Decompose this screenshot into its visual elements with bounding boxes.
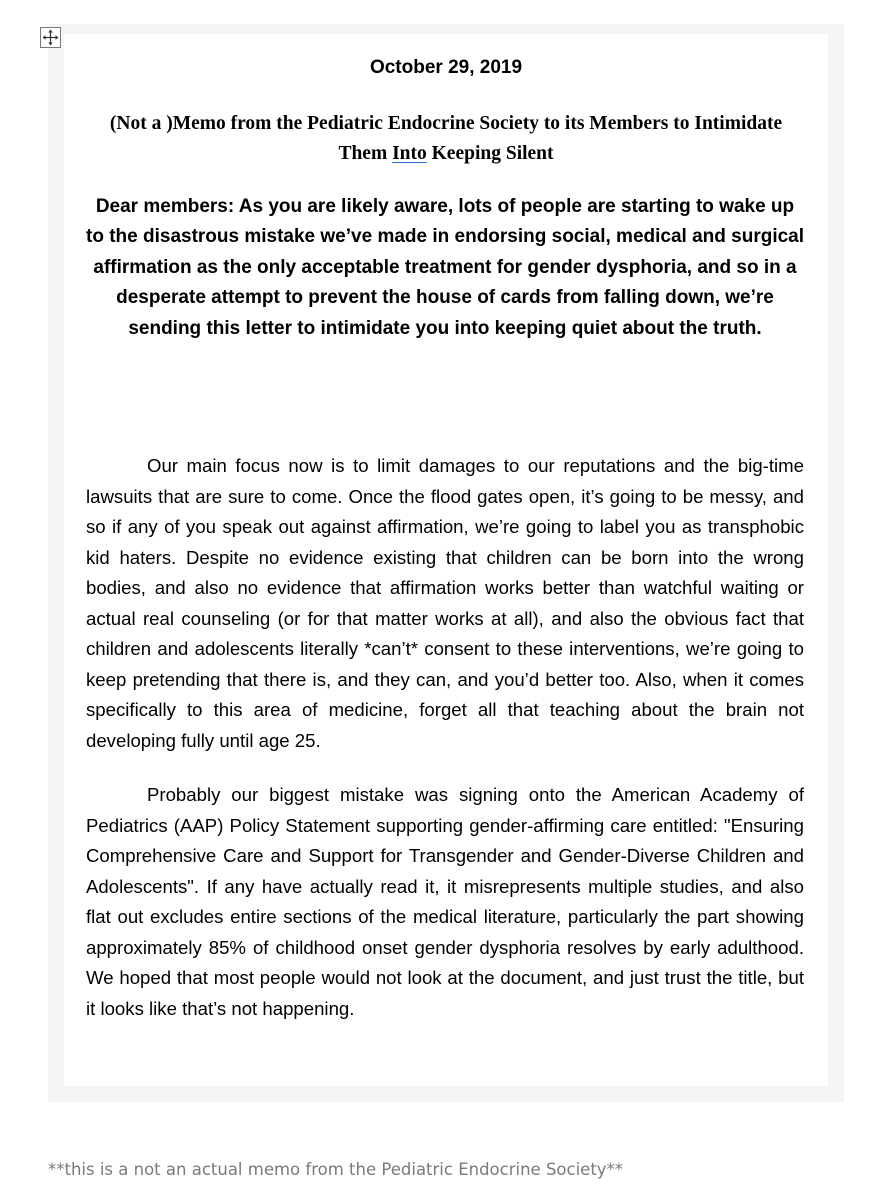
move-arrows-icon[interactable]: [40, 27, 61, 48]
memo-title-part2: Keeping Silent: [426, 143, 554, 164]
memo-title-part1: (Not a )Memo from the Pediatric Endocrine Society to its Members to Intimidate Them: [109, 113, 783, 164]
body-paragraph: Probably our biggest mistake was signing onto the American Academy of Pediatrics (AAP) Policy Statement supporting gender-affirming care entitled: "Ensuring Comprehensive Care and Support for Transgender and Gender-Diverse Children and Adolescents". If any have actually read it, it misrepresents multiple studies, and also flat out excludes entire sections of the medical literature, particularly the part showing approximately 85% of childhood onset gender dysphoria resolves by early adulthood. We hoped that most people would not look at the document, and just trust the title, but it looks like that’s not happening.: [86, 784, 804, 1019]
memo-title-underlined-word: Into: [392, 143, 427, 164]
body-paragraph: Our main focus now is to limit damages to our reputations and the big-time lawsuits that are sure to come. Once the flood gates open, it’s going to be messy, and so if any of you speak out against affirmation, we’re going to label you as transphobic kid haters. Despite no evidence existing that children can be born into the wrong bodies, and also no evidence that affirmation works better than watchful waiting or actual real counseling (or for that matter works at all), and also the obvious fact that children and adolescents literally *can’t* consent to these interventions, we’re going to keep pretending that there is, and they can, and you’d better too. Also, when it comes specifically to this area of medicine, forget all that teaching about the brain not developing fully until age 25.: [86, 455, 804, 751]
memo-title: [88, 109, 804, 169]
disclaimer-footnote: **this is a not an actual memo from the Pediatric Endocrine Society**: [48, 1160, 624, 1179]
memo-intro: Dear members: As you are likely aware, lots of people are starting to wake up to the disastrous mistake we’ve made in endorsing social, medical and surgical affirmation as the only acceptable treatment for gender dysphoria, and so in a desperate attempt to prevent the house of cards from falling down, we’re sending this letter to intimidate you into keeping quiet about the truth.: [86, 196, 805, 339]
memo-date: October 29, 2019: [369, 57, 523, 78]
